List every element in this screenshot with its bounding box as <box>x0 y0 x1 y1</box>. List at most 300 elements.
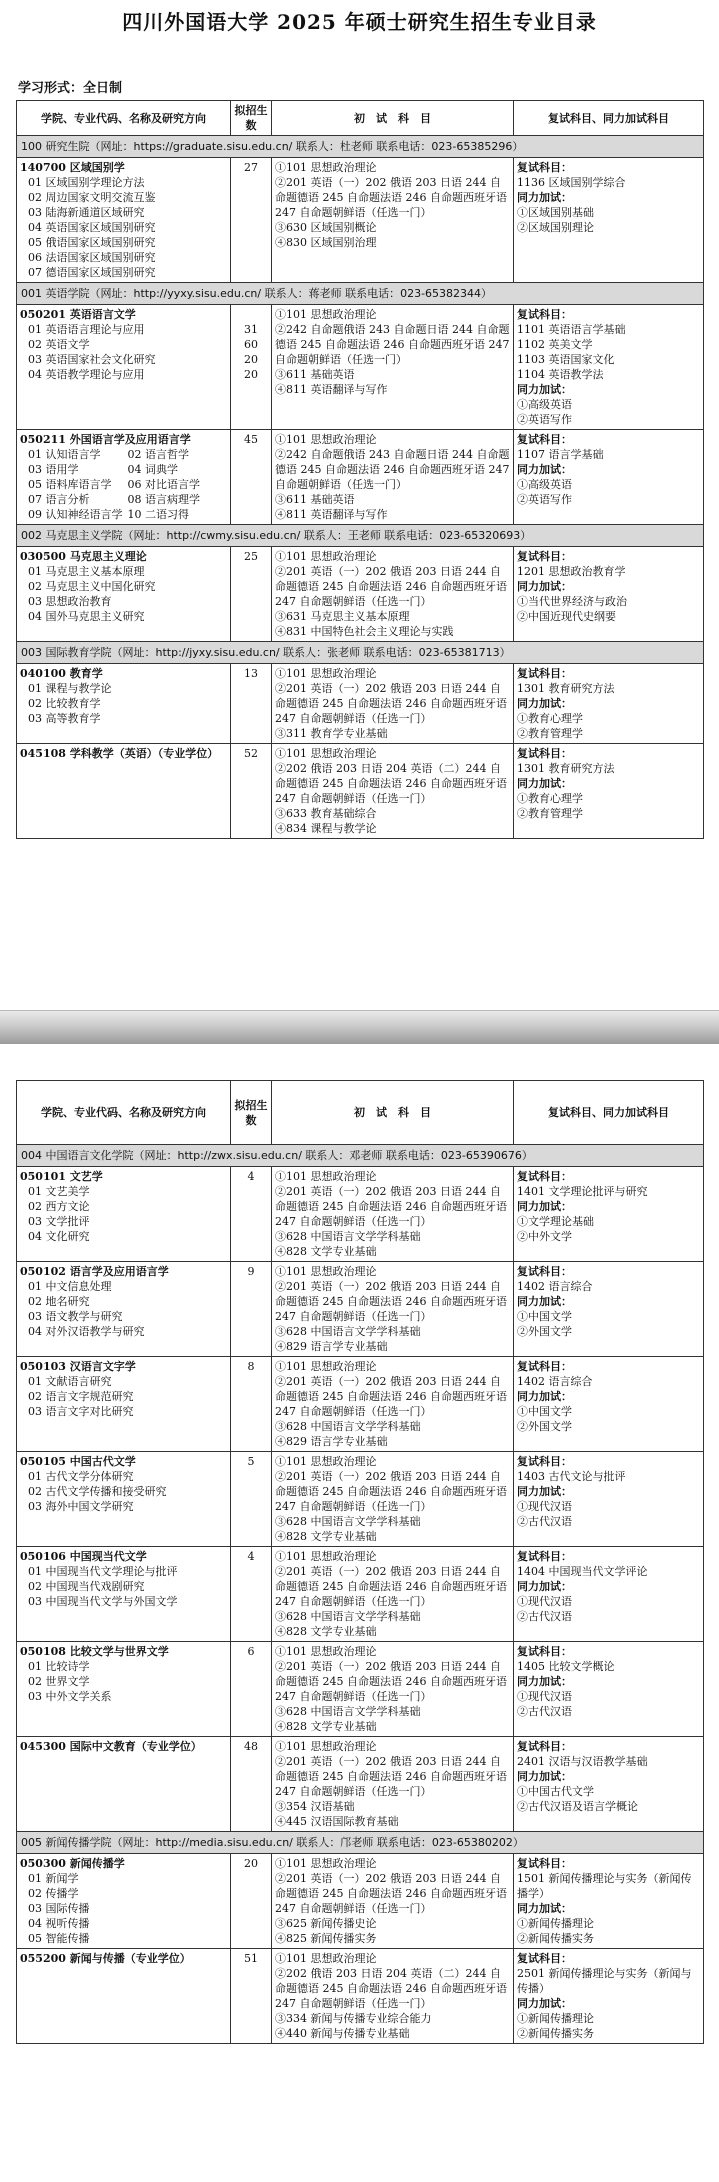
major-name: 050101 文艺学 <box>20 1170 103 1183</box>
extra-subject: ②中外文学 <box>517 1230 572 1243</box>
direction-item: 01 认知语言学 <box>28 448 101 461</box>
extra-subject: ①中国古代文学 <box>517 1785 594 1798</box>
direction-item: 09 认知神经语言学 <box>28 508 123 521</box>
extra-label: 同力加试： <box>517 697 572 710</box>
extra-subject: ①区域国别基础 <box>517 206 594 219</box>
extra-subject: ①新闻传播理论 <box>517 1917 594 1930</box>
exam-subject: ②201 英语（一）202 俄语 203 日语 244 自命题德语 245 自命题法语 246 自命题西班牙语 247 自命题朝鲜语（任选一门） <box>275 565 507 608</box>
retest-subject: 1136 区域国别学综合 <box>517 176 626 189</box>
retest-label: 复试科目： <box>517 667 572 680</box>
extra-subject: ①高级英语 <box>517 478 572 491</box>
exam-subject: ③630 区域国别概论 <box>275 221 377 234</box>
retest-cell <box>514 744 704 839</box>
exam-subject: ③625 新闻传播史论 <box>275 1917 377 1930</box>
retest-label: 复试科目： <box>517 1952 572 1965</box>
school-header: 001 英语学院（网址：http://yyxy.sisu.edu.cn/ 联系人：蒋老师 联系电话：023-65382344） <box>17 283 704 305</box>
retest-label: 复试科目： <box>517 308 572 321</box>
major-row <box>17 1262 704 1357</box>
exam-subject: ③631 马克思主义基本原理 <box>275 610 410 623</box>
exam-subject: ③311 教育学专业基础 <box>275 727 388 740</box>
exam-cell <box>272 305 514 430</box>
direction-item: 02 世界文学 <box>28 1675 90 1688</box>
plan-cell: 52 <box>231 744 272 839</box>
direction-item: 03 语言文字对比研究 <box>28 1405 134 1418</box>
school-header: 005 新闻传播学院（网址：http://media.sisu.edu.cn/ 联系人：邝老师 联系电话：023-65380202） <box>17 1832 704 1854</box>
exam-subject: ④834 课程与教学论 <box>275 822 377 835</box>
extra-subject: ②区域国别理论 <box>517 221 594 234</box>
major-cell <box>17 305 231 430</box>
exam-cell <box>272 547 514 642</box>
major-cell <box>17 1854 231 1949</box>
exam-subject: ②242 自命题俄语 243 自命题日语 244 自命题德语 245 自命题法语 246 自命题西班牙语 247 自命题朝鲜语（任选一门） <box>275 448 510 491</box>
retest-cell <box>514 1547 704 1642</box>
retest-label: 复试科目： <box>517 550 572 563</box>
study-mode: 学习形式：全日制 <box>18 81 123 96</box>
extra-subject: ①中国文学 <box>517 1405 572 1418</box>
major-name: 030500 马克思主义理论 <box>20 550 147 563</box>
exam-subject: ③628 中国语言文学学科基础 <box>275 1325 421 1338</box>
direction-item: 03 语用学 <box>28 463 79 476</box>
page-2 <box>0 1080 719 2182</box>
retest-label: 复试科目： <box>517 1550 572 1563</box>
direction-grid <box>20 447 227 522</box>
catalog-table-2 <box>16 1080 704 2044</box>
retest-subject: 1301 教育研究方法 <box>517 762 615 775</box>
school-row <box>17 525 704 547</box>
major-name: 040100 教育学 <box>20 667 103 680</box>
plan-cell: 6 <box>231 1642 272 1737</box>
exam-cell <box>272 1547 514 1642</box>
exam-subject: ④829 语言学专业基础 <box>275 1340 388 1353</box>
extra-label: 同力加试： <box>517 463 572 476</box>
extra-subject: ①教育心理学 <box>517 712 583 725</box>
major-cell <box>17 158 231 283</box>
extra-subject: ①中国文学 <box>517 1310 572 1323</box>
header-major: 学院、专业代码、名称及研究方向 <box>17 1081 231 1145</box>
plan-cell: 51 <box>231 1949 272 2044</box>
major-row <box>17 1737 704 1832</box>
retest-cell <box>514 1642 704 1737</box>
extra-label: 同力加试： <box>517 1902 572 1915</box>
retest-subject: 1201 思想政治教育学 <box>517 565 626 578</box>
exam-subject: ④828 文学专业基础 <box>275 1245 377 1258</box>
school-header: 002 马克思主义学院（网址：http://cwmy.sisu.edu.cn/ 联系人：王老师 联系电话：023-65320693） <box>17 525 704 547</box>
retest-subject: 1107 语言学基础 <box>517 448 604 461</box>
exam-subject: ①101 思想政治理论 <box>275 433 377 446</box>
direction-item: 04 文化研究 <box>28 1230 90 1243</box>
plan-cell: 8 <box>231 1357 272 1452</box>
retest-cell <box>514 1737 704 1832</box>
header-major: 学院、专业代码、名称及研究方向 <box>17 101 231 136</box>
extra-subject: ②古代汉语及语言学概论 <box>517 1800 638 1813</box>
extra-subject: ②外国文学 <box>517 1325 572 1338</box>
exam-subject: ③633 教育基础综合 <box>275 807 377 820</box>
plan-cell: 27 <box>231 158 272 283</box>
exam-subject: ③354 汉语基础 <box>275 1800 355 1813</box>
header-exam: 初 试 科 目 <box>272 1081 514 1145</box>
school-row <box>17 1832 704 1854</box>
retest-cell <box>514 1452 704 1547</box>
extra-subject: ①当代世界经济与政治 <box>517 595 627 608</box>
direction-item: 01 古代文学分体研究 <box>28 1470 134 1483</box>
direction-item: 03 陆海新通道区域研究 <box>28 206 145 219</box>
school-header: 003 国际教育学院（网址：http://jyxy.sisu.edu.cn/ 联系人：张老师 联系电话：023-65381713） <box>17 642 704 664</box>
direction-item: 04 对外汉语教学与研究 <box>28 1325 145 1338</box>
extra-label: 同力加试： <box>517 1580 572 1593</box>
exam-subject: ③628 中国语言文学学科基础 <box>275 1610 421 1623</box>
exam-cell <box>272 430 514 525</box>
direction-item: 04 视听传播 <box>28 1917 90 1930</box>
major-cell <box>17 1642 231 1737</box>
extra-subject: ②外国文学 <box>517 1420 572 1433</box>
direction-item: 01 区域国别学理论方法 <box>28 176 145 189</box>
extra-subject: ②英语写作 <box>517 493 572 506</box>
exam-subject: ③628 中国语言文学学科基础 <box>275 1230 421 1243</box>
exam-subject: ③628 中国语言文学学科基础 <box>275 1420 421 1433</box>
major-row <box>17 1357 704 1452</box>
exam-subject: ④445 汉语国际教育基础 <box>275 1815 399 1828</box>
major-row <box>17 1642 704 1737</box>
direction-item: 01 文献语言研究 <box>28 1375 112 1388</box>
exam-cell <box>272 1262 514 1357</box>
extra-subject: ①文学理论基础 <box>517 1215 594 1228</box>
extra-subject: ①现代汉语 <box>517 1690 572 1703</box>
major-name: 050102 语言学及应用语言学 <box>20 1265 169 1278</box>
plan-cell <box>231 305 272 430</box>
retest-cell <box>514 158 704 283</box>
direction-item: 01 文艺美学 <box>28 1185 90 1198</box>
header-retest: 复试科目、同力加试科目 <box>514 101 704 136</box>
major-name: 050300 新闻传播学 <box>20 1857 125 1870</box>
direction-item: 01 比较诗学 <box>28 1660 90 1673</box>
major-name: 050106 中国现当代文学 <box>20 1550 147 1563</box>
major-row <box>17 547 704 642</box>
extra-label: 同力加试： <box>517 777 572 790</box>
major-row <box>17 1452 704 1547</box>
page-1 <box>0 0 719 1010</box>
direction-item: 04 国外马克思主义研究 <box>28 610 145 623</box>
extra-label: 同力加试： <box>517 1770 572 1783</box>
exam-subject: ④825 新闻传播实务 <box>275 1932 377 1945</box>
major-row <box>17 664 704 744</box>
exam-subject: ②201 英语（一）202 俄语 203 日语 244 自命题德语 245 自命题法语 246 自命题西班牙语 247 自命题朝鲜语（任选一门） <box>275 1375 507 1418</box>
plan-cell: 9 <box>231 1262 272 1357</box>
retest-cell <box>514 664 704 744</box>
extra-subject: ①现代汉语 <box>517 1595 572 1608</box>
direction-item: 03 中外文学关系 <box>28 1690 112 1703</box>
major-name: 045300 国际中文教育（专业学位） <box>20 1740 202 1753</box>
major-name: 050105 中国古代文学 <box>20 1455 136 1468</box>
direction-item: 02 周边国家文明交流互鉴 <box>28 191 156 204</box>
exam-subject: ①101 思想政治理论 <box>275 1857 377 1870</box>
exam-subject: ①101 思想政治理论 <box>275 1740 377 1753</box>
exam-subject: ②201 英语（一）202 俄语 203 日语 244 自命题德语 245 自命题法语 246 自命题西班牙语 247 自命题朝鲜语（任选一门） <box>275 1660 507 1703</box>
exam-subject: ①101 思想政治理论 <box>275 1952 377 1965</box>
direction-item: 02 语言文字规范研究 <box>28 1390 134 1403</box>
extra-label: 同力加试： <box>517 1675 572 1688</box>
exam-subject: ④440 新闻与传播专业基础 <box>275 2027 410 2040</box>
extra-label: 同力加试： <box>517 580 572 593</box>
exam-subject: ②201 英语（一）202 俄语 203 日语 244 自命题德语 245 自命题法语 246 自命题西班牙语 247 自命题朝鲜语（任选一门） <box>275 1185 507 1228</box>
exam-subject: ②201 英语（一）202 俄语 203 日语 244 自命题德语 245 自命题法语 246 自命题西班牙语 247 自命题朝鲜语（任选一门） <box>275 1470 507 1513</box>
plan-cell: 4 <box>231 1167 272 1262</box>
major-row <box>17 158 704 283</box>
exam-subject: ①101 思想政治理论 <box>275 1265 377 1278</box>
exam-cell <box>272 1357 514 1452</box>
direction-item: 05 俄语国家区域国别研究 <box>28 236 156 249</box>
extra-subject: ②新闻传播实务 <box>517 1932 594 1945</box>
exam-cell <box>272 1737 514 1832</box>
extra-subject: ②古代汉语 <box>517 1610 572 1623</box>
retest-cell <box>514 430 704 525</box>
exam-subject: ④828 文学专业基础 <box>275 1625 377 1638</box>
extra-label: 同力加试： <box>517 1997 572 2010</box>
plan-value <box>234 307 268 322</box>
major-name: 050103 汉语言文字学 <box>20 1360 136 1373</box>
header-retest: 复试科目、同力加试科目 <box>514 1081 704 1145</box>
direction-item: 07 德语国家区域国别研究 <box>28 266 156 279</box>
exam-cell <box>272 744 514 839</box>
exam-cell <box>272 1452 514 1547</box>
major-cell <box>17 1262 231 1357</box>
exam-subject: ①101 思想政治理论 <box>275 747 377 760</box>
retest-subject: 1405 比较文学概论 <box>517 1660 615 1673</box>
retest-label: 复试科目： <box>517 747 572 760</box>
exam-subject: ②201 英语（一）202 俄语 203 日语 244 自命题德语 245 自命题法语 246 自命题西班牙语 247 自命题朝鲜语（任选一门） <box>275 176 507 219</box>
direction-item: 01 课程与教学论 <box>28 682 112 695</box>
major-cell <box>17 1167 231 1262</box>
direction-item: 01 中国现当代文学理论与批评 <box>28 1565 178 1578</box>
exam-cell <box>272 1949 514 2044</box>
direction-item: 01 新闻学 <box>28 1872 79 1885</box>
plan-cell: 25 <box>231 547 272 642</box>
retest-subject: 1104 英语教学法 <box>517 368 604 381</box>
major-cell <box>17 547 231 642</box>
plan-cell: 5 <box>231 1452 272 1547</box>
plan-value: 20 <box>244 353 258 366</box>
major-cell <box>17 1452 231 1547</box>
exam-subject: ①101 思想政治理论 <box>275 1645 377 1658</box>
retest-subject: 1103 英语国家文化 <box>517 353 615 366</box>
exam-subject: ①101 思想政治理论 <box>275 550 377 563</box>
plan-cell: 13 <box>231 664 272 744</box>
major-cell <box>17 744 231 839</box>
direction-item: 03 文学批评 <box>28 1215 90 1228</box>
retest-cell <box>514 1262 704 1357</box>
direction-item: 02 语言哲学 <box>127 448 189 461</box>
exam-cell <box>272 664 514 744</box>
direction-item: 04 词典学 <box>127 463 178 476</box>
exam-cell <box>272 1167 514 1262</box>
direction-item: 04 英语教学理论与应用 <box>28 368 145 381</box>
direction-item: 06 对比语言学 <box>127 478 200 491</box>
direction-item: 03 思想政治教育 <box>28 595 112 608</box>
retest-cell <box>514 1854 704 1949</box>
exam-subject: ②201 英语（一）202 俄语 203 日语 244 自命题德语 245 自命题法语 246 自命题西班牙语 247 自命题朝鲜语（任选一门） <box>275 682 507 725</box>
retest-cell <box>514 1357 704 1452</box>
direction-item: 01 英语语言理论与应用 <box>28 323 145 336</box>
direction-item: 03 语文教学与研究 <box>28 1310 123 1323</box>
retest-label: 复试科目： <box>517 1740 572 1753</box>
exam-cell <box>272 158 514 283</box>
major-name: 050108 比较文学与世界文学 <box>20 1645 169 1658</box>
extra-label: 同力加试： <box>517 1390 572 1403</box>
exam-subject: ①101 思想政治理论 <box>275 1455 377 1468</box>
extra-subject: ②古代汉语 <box>517 1705 572 1718</box>
plan-value: 60 <box>244 338 258 351</box>
retest-subject: 1402 语言综合 <box>517 1375 593 1388</box>
extra-label: 同力加试： <box>517 383 572 396</box>
extra-label: 同力加试： <box>517 191 572 204</box>
exam-subject: ④828 文学专业基础 <box>275 1720 377 1733</box>
direction-item: 05 语料库语言学 <box>28 478 112 491</box>
retest-label: 复试科目： <box>517 1857 572 1870</box>
school-header: 100 研究生院（网址：https://graduate.sisu.edu.cn/ 联系人：杜老师 联系电话：023-65385296） <box>17 136 704 158</box>
direction-item: 02 西方文论 <box>28 1200 90 1213</box>
major-row <box>17 1547 704 1642</box>
exam-subject: ④828 文学专业基础 <box>275 1530 377 1543</box>
extra-label: 同力加试： <box>517 1200 572 1213</box>
exam-subject: ④811 英语翻译与写作 <box>275 508 388 521</box>
catalog-table-1 <box>16 100 704 839</box>
exam-subject: ②202 俄语 203 日语 204 英语（二）244 自命题德语 245 自命题法语 246 自命题西班牙语 247 自命题朝鲜语（任选一门） <box>275 1967 507 2010</box>
page-title: 四川外国语大学 2025 年硕士研究生招生专业目录 <box>122 10 597 34</box>
major-row <box>17 430 704 525</box>
retest-label: 复试科目： <box>517 1455 572 1468</box>
retest-label: 复试科目： <box>517 1360 572 1373</box>
major-cell <box>17 1357 231 1452</box>
direction-item: 01 中文信息处理 <box>28 1280 112 1293</box>
exam-subject: ③334 新闻与传播专业综合能力 <box>275 2012 432 2025</box>
direction-item: 02 传播学 <box>28 1887 79 1900</box>
exam-subject: ④831 中国特色社会主义理论与实践 <box>275 625 454 638</box>
major-name: 050211 外国语言学及应用语言学 <box>20 433 191 446</box>
school-row <box>17 136 704 158</box>
exam-subject: ④829 语言学专业基础 <box>275 1435 388 1448</box>
direction-item: 02 古代文学传播和接受研究 <box>28 1485 167 1498</box>
exam-subject: ①101 思想政治理论 <box>275 308 377 321</box>
retest-subject: 1101 英语语言学基础 <box>517 323 626 336</box>
retest-subject: 1403 古代文论与批评 <box>517 1470 626 1483</box>
retest-subject: 2501 新闻传播理论与实务（新闻与传播） <box>517 1967 692 1995</box>
direction-item: 03 高等教育学 <box>28 712 101 725</box>
retest-cell <box>514 1949 704 2044</box>
direction-item: 08 语言病理学 <box>127 493 200 506</box>
retest-label: 复试科目： <box>517 1265 572 1278</box>
direction-item: 03 英语国家社会文化研究 <box>28 353 156 366</box>
header-plan: 拟招生数 <box>231 1081 272 1145</box>
major-row <box>17 1949 704 2044</box>
exam-subject: ①101 思想政治理论 <box>275 1170 377 1183</box>
retest-cell <box>514 1167 704 1262</box>
extra-subject: ①现代汉语 <box>517 1500 572 1513</box>
extra-subject: ②教育管理学 <box>517 727 583 740</box>
exam-subject: ③611 基础英语 <box>275 368 355 381</box>
direction-item: 10 二语习得 <box>127 508 189 521</box>
exam-cell <box>272 1854 514 1949</box>
school-header: 004 中国语言文化学院（网址：http://zwx.sisu.edu.cn/ 联系人：邓老师 联系电话：023-65390676） <box>17 1145 704 1167</box>
retest-label: 复试科目： <box>517 433 572 446</box>
retest-subject: 1102 英美文学 <box>517 338 593 351</box>
extra-subject: ②中国近现代史纲要 <box>517 610 616 623</box>
major-name: 045108 学科教学（英语）（专业学位） <box>20 747 219 760</box>
direction-item: 02 地名研究 <box>28 1295 90 1308</box>
direction-item: 02 英语文学 <box>28 338 90 351</box>
header-plan: 拟招生数 <box>231 101 272 136</box>
retest-subject: 2401 汉语与汉语教学基础 <box>517 1755 648 1768</box>
exam-subject: ③628 中国语言文学学科基础 <box>275 1705 421 1718</box>
retest-subject: 1301 教育研究方法 <box>517 682 615 695</box>
major-cell <box>17 664 231 744</box>
major-row <box>17 305 704 430</box>
major-name: 140700 区域国别学 <box>20 161 125 174</box>
page-separator <box>0 1010 719 1044</box>
retest-cell <box>514 547 704 642</box>
plan-cell: 4 <box>231 1547 272 1642</box>
extra-subject: ①新闻传播理论 <box>517 2012 594 2025</box>
direction-item: 02 马克思主义中国化研究 <box>28 580 156 593</box>
major-cell <box>17 1949 231 2044</box>
retest-subject: 1404 中国现当代文学评论 <box>517 1565 648 1578</box>
school-row <box>17 283 704 305</box>
major-cell <box>17 1737 231 1832</box>
direction-item: 05 智能传播 <box>28 1932 90 1945</box>
retest-label: 复试科目： <box>517 1170 572 1183</box>
school-row <box>17 1145 704 1167</box>
extra-subject: ②古代汉语 <box>517 1515 572 1528</box>
plan-cell: 20 <box>231 1854 272 1949</box>
direction-item: 07 语言分析 <box>28 493 90 506</box>
extra-subject: ②英语写作 <box>517 413 572 426</box>
major-cell <box>17 430 231 525</box>
extra-subject: ①教育心理学 <box>517 792 583 805</box>
direction-item: 06 法语国家区域国别研究 <box>28 251 156 264</box>
major-name: 055200 新闻与传播（专业学位） <box>20 1952 191 1965</box>
exam-subject: ①101 思想政治理论 <box>275 161 377 174</box>
retest-cell <box>514 305 704 430</box>
exam-cell <box>272 1642 514 1737</box>
header-exam: 初 试 科 目 <box>272 101 514 136</box>
extra-subject: ①高级英语 <box>517 398 572 411</box>
extra-subject: ②教育管理学 <box>517 807 583 820</box>
retest-label: 复试科目： <box>517 1645 572 1658</box>
direction-item: 04 英语国家区域国别研究 <box>28 221 156 234</box>
major-row <box>17 744 704 839</box>
exam-subject: ②242 自命题俄语 243 自命题日语 244 自命题德语 245 自命题法语 246 自命题西班牙语 247 自命题朝鲜语（任选一门） <box>275 323 510 366</box>
direction-item: 03 中国现当代文学与外国文学 <box>28 1595 178 1608</box>
exam-subject: ③611 基础英语 <box>275 493 355 506</box>
major-name: 050201 英语语言文学 <box>20 308 136 321</box>
major-row <box>17 1854 704 1949</box>
retest-subject: 1501 新闻传播理论与实务（新闻传播学） <box>517 1872 692 1900</box>
direction-item: 03 海外中国文学研究 <box>28 1500 134 1513</box>
direction-item: 02 比较教育学 <box>28 697 101 710</box>
plan-value: 31 <box>244 323 258 336</box>
major-row <box>17 1167 704 1262</box>
plan-cell: 45 <box>231 430 272 525</box>
direction-item: 01 马克思主义基本原理 <box>28 565 145 578</box>
plan-value: 20 <box>244 368 258 381</box>
exam-subject: ②201 英语（一）202 俄语 203 日语 244 自命题德语 245 自命题法语 246 自命题西班牙语 247 自命题朝鲜语（任选一门） <box>275 1280 507 1323</box>
exam-subject: ①101 思想政治理论 <box>275 667 377 680</box>
plan-cell: 48 <box>231 1737 272 1832</box>
exam-subject: ④811 英语翻译与写作 <box>275 383 388 396</box>
exam-subject: ②201 英语（一）202 俄语 203 日语 244 自命题德语 245 自命题法语 246 自命题西班牙语 247 自命题朝鲜语（任选一门） <box>275 1565 507 1608</box>
exam-subject: ②202 俄语 203 日语 204 英语（二）244 自命题德语 245 自命题法语 246 自命题西班牙语 247 自命题朝鲜语（任选一门） <box>275 762 507 805</box>
exam-subject: ②201 英语（一）202 俄语 203 日语 244 自命题德语 245 自命题法语 246 自命题西班牙语 247 自命题朝鲜语（任选一门） <box>275 1755 507 1798</box>
retest-subject: 1402 语言综合 <box>517 1280 593 1293</box>
exam-subject: ③628 中国语言文学学科基础 <box>275 1515 421 1528</box>
